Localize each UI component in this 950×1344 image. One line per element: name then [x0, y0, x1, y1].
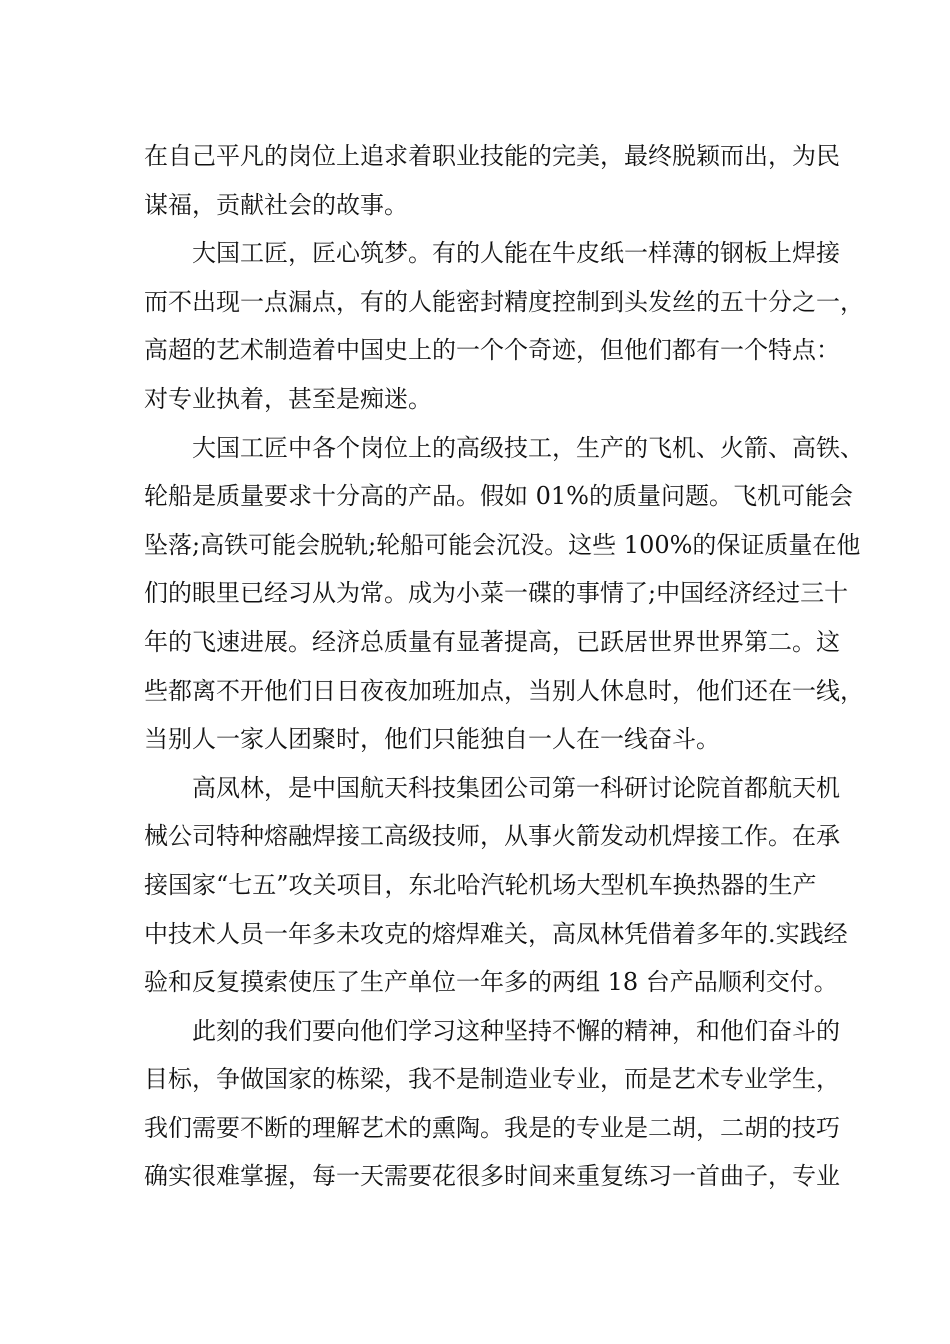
document-body [144, 132, 864, 1201]
text-line: 中技术人员一年多未攻克的熔焊难关，高凤林凭借着多年的.实践经 [144, 919, 848, 948]
text-line: 轮船是质量要求十分高的产品。假如 01%的质量问题。飞机可能会 [144, 482, 853, 511]
text-line: 此刻的我们要向他们学习这种坚持不懈的精神，和他们奋斗的 [144, 1016, 840, 1045]
text-line: 年的飞速进展。经济总质量有显著提高，已跃居世界世界第二。这 [144, 627, 840, 656]
text-line: 大国工匠，匠心筑梦。有的人能在牛皮纸一样薄的钢板上焊接 [144, 239, 840, 268]
text-line: 在自己平凡的岗位上追求着职业技能的完美，最终脱颖而出，为民 [144, 142, 840, 170]
text-line: 接国家“七五”攻关项目，东北哈汽轮机场大型机车换热器的生产 [144, 870, 817, 899]
text-line: 确实很难掌握，每一天需要花很多时间来重复练习一首曲子，专业 [144, 1162, 840, 1191]
text-line: 械公司特种熔融焊接工高级技师，从事火箭发动机焊接工作。在承 [144, 822, 840, 851]
text-line: 而不出现一点漏点，有的人能密封精度控制到头发丝的五十分之一， [144, 287, 864, 316]
text-line: 当别人一家人团聚时，他们只能独自一人在一线奋斗。 [144, 725, 720, 754]
text-line: 大国工匠中各个岗位上的高级技工，生产的飞机、火箭、高铁、 [144, 433, 864, 462]
text-line: 我们需要不断的理解艺术的熏陶。我是的专业是二胡，二胡的技巧 [144, 1113, 840, 1142]
text-line: 坠落;高铁可能会脱轨;轮船可能会沉没。这些 100%的保证质量在他 [144, 530, 861, 559]
text-line: 高凤林，是中国航天科技集团公司第一科研讨论院首都航天机 [144, 773, 840, 802]
text-line: 些都离不开他们日日夜夜加班加点，当别人休息时，他们还在一线， [144, 676, 864, 705]
text-line: 谋福，贡献社会的故事。 [144, 190, 408, 219]
text-line: 验和反复摸索使压了生产单位一年多的两组 18 台产品顺利交付。 [144, 968, 838, 997]
text-line: 高超的艺术制造着中国史上的一个个奇迹，但他们都有一个特点： [144, 336, 840, 365]
text-line: 们的眼里已经习从为常。成为小菜一碟的事情了;中国经济经过三十 [144, 579, 849, 608]
text-line: 对专业执着，甚至是痴迷。 [144, 384, 432, 413]
text-line: 目标，争做国家的栋梁，我不是制造业专业，而是艺术专业学生， [144, 1065, 840, 1094]
